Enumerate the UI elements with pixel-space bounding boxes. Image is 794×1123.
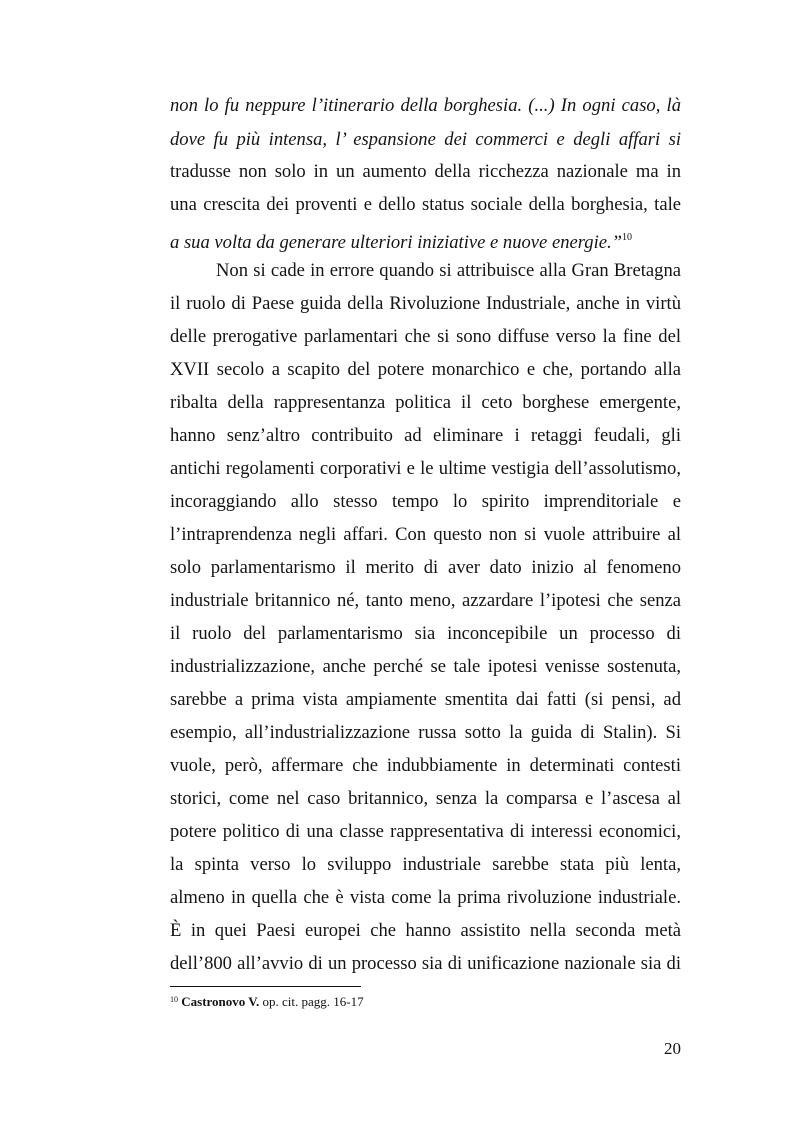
footnote-separator xyxy=(170,986,361,987)
text-line: l’intraprendenza negli affari. Con questo non si vuole attribuire al xyxy=(170,524,681,545)
text-line: antichi regolamenti corporativi e le ultime vestigia dell’assolutismo, xyxy=(170,458,681,479)
text-line: industriale britannico né, tanto meno, azzardare l’ipotesi che senza xyxy=(170,590,681,611)
page-number: 20 xyxy=(664,1039,681,1058)
quote-end-text: a sua volta da generare ulteriori iniziative e nuove energie.” xyxy=(170,232,623,253)
footnote-author: Castronovo V. xyxy=(181,994,260,1009)
text-line: delle prerogative parlamentari che si sono diffuse verso la fine del xyxy=(170,326,681,347)
text-line: il ruolo del parlamentarismo sia inconcepibile un processo di xyxy=(170,623,681,644)
text-line: il ruolo di Paese guida della Rivoluzione Industriale, anche in virtù xyxy=(170,293,681,314)
footnote-citation: op. cit. pagg. 16-17 xyxy=(259,994,364,1009)
text-line: storici, come nel caso britannico, senza la comparsa e l’ascesa al xyxy=(170,788,681,809)
text-line: potere politico di una classe rappresentativa di interessi economici, xyxy=(170,821,681,842)
text-line: la spinta verso lo sviluppo industriale sarebbe stata più lenta, xyxy=(170,854,681,875)
text-line: tradusse non solo in un aumento della ricchezza nazionale ma in xyxy=(170,161,681,182)
text-line: esempio, all’industrializzazione russa sotto la guida di Stalin). Si xyxy=(170,722,681,743)
text-line: non lo fu neppure l’itinerario della borghesia. (...) In ogni caso, là xyxy=(170,95,681,116)
text-line: hanno senz’altro contribuito ad eliminare i retaggi feudali, gli xyxy=(170,425,681,446)
text-line: È in quei Paesi europei che hanno assistito nella seconda metà xyxy=(170,920,681,941)
footnote-reference: 10 xyxy=(622,232,633,243)
footnote-number: 10 xyxy=(170,995,178,1004)
text-line: dell’800 all’avvio di un processo sia di unificazione nazionale sia di xyxy=(170,953,681,974)
text-line: XVII secolo a scapito del potere monarchico e che, portando alla xyxy=(170,359,681,380)
text-line: ribalta della rappresentanza politica il ceto borghese emergente, xyxy=(170,392,681,413)
footnote xyxy=(170,992,364,1010)
text-line: solo parlamentarismo il merito di aver dato inizio al fenomeno xyxy=(170,557,681,578)
text-line: Non si cade in errore quando si attribuisce alla Gran Bretagna xyxy=(216,260,681,281)
text-line: almeno in quella che è vista come la prima rivoluzione industriale. xyxy=(170,887,681,908)
text-line: industrializzazione, anche perché se tale ipotesi venisse sostenuta, xyxy=(170,656,681,677)
text-line xyxy=(170,226,681,255)
text-line: dove fu più intensa, l’ espansione dei commerci e degli affari si xyxy=(170,129,681,150)
text-line: incoraggiando allo stesso tempo lo spirito imprenditoriale e xyxy=(170,491,681,512)
text-line: vuole, però, affermare che indubbiamente in determinati contesti xyxy=(170,755,681,776)
text-line: una crescita dei proventi e dello status sociale della borghesia, tale xyxy=(170,194,681,215)
text-line: sarebbe a prima vista ampiamente smentita dai fatti (si pensi, ad xyxy=(170,689,681,710)
